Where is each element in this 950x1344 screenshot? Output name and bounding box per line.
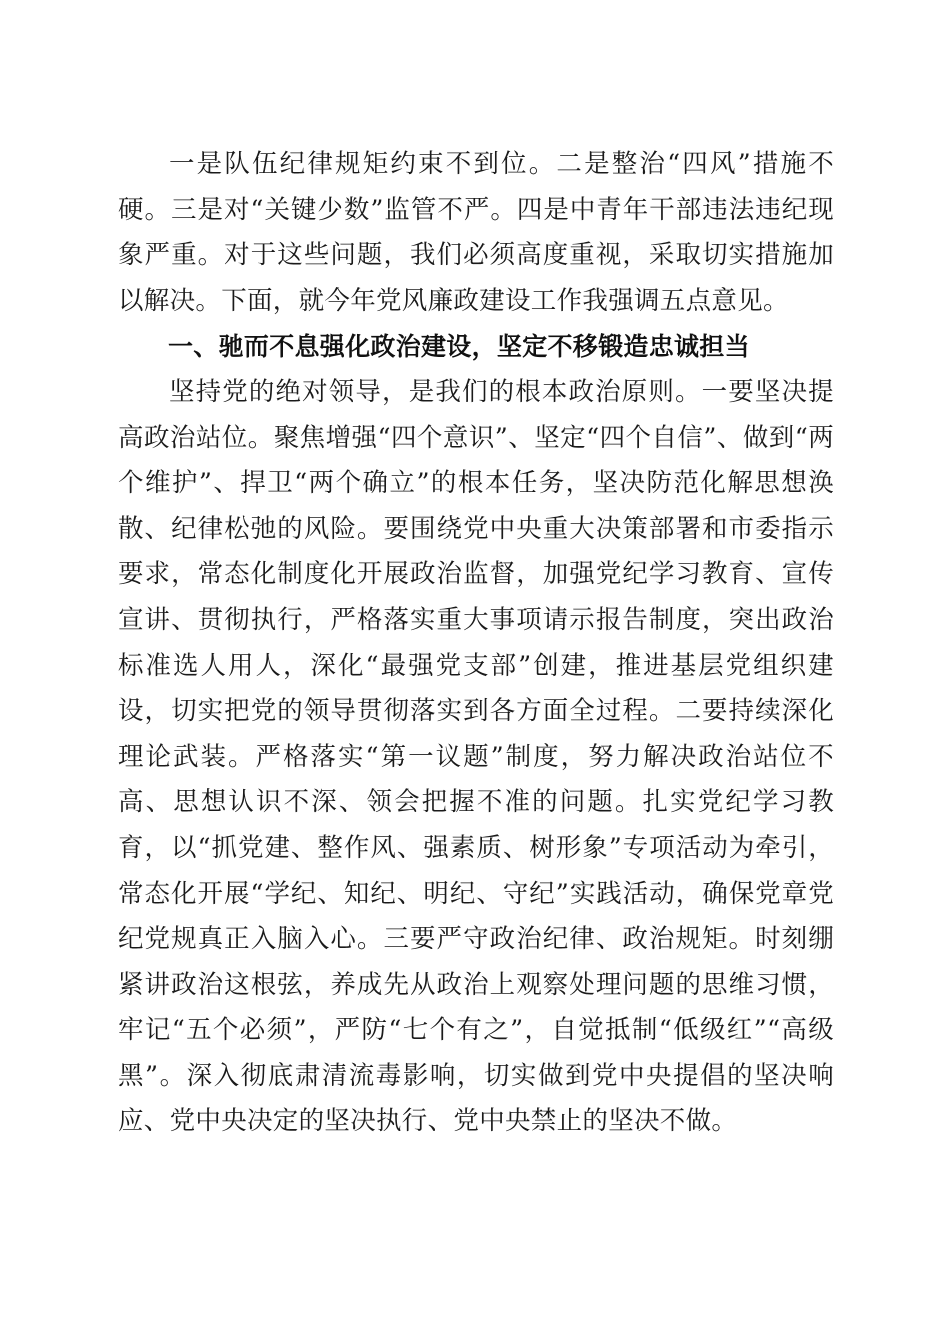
document-body <box>118 142 834 1145</box>
paragraph-political-building: 坚持党的绝对领导，是我们的根本政治原则。一要坚决提高政治站位。聚焦增强“四个意识”、坚定“四个自信”、做到“两个维护”、捍卫“两个确立”的根本任务，坚决防范化解思想涣散、纪律松弛的风险。要围绕党中央重大决策部署和市委指示要求，常态化制度化开展政治监督，加强党纪学习教育、宣传宣讲、贯彻执行，严格落实重大事项请示报告制度，突出政治标准选人用人，深化“最强党支部”创建，推进基层党组织建设，切实把党的领导贯彻落实到各方面全过程。二要持续深化理论武装。严格落实“第一议题”制度，努力解决政治站位不高、思想认识不深、领会把握不准的问题。扎实党纪学习教育，以“抓党建、整作风、强素质、树形象”专项活动为牵引，常态化开展“学纪、知纪、明纪、守纪”实践活动，确保党章党纪党规真正入脑入心。三要严守政治纪律、政治规矩。时刻绷紧讲政治这根弦，养成先从政治上观察处理问题的思维习惯，牢记“五个必须”，严防“七个有之”，自觉抵制“低级红”“高级黑”。深入彻底肃清流毒影响，切实做到党中央提倡的坚决响应、党中央决定的坚决执行、党中央禁止的坚决不做。 <box>118 376 834 1137</box>
paragraph-intro-issues: 一是队伍纪律规矩约束不到位。二是整治“四风”措施不硬。三是对“关键少数”监管不严。四是中青年干部违法违纪现象严重。对于这些问题，我们必须高度重视，采取切实措施加以解决。下面，就今年党风廉政建设工作我强调五点意见。 <box>118 149 834 316</box>
section-heading-1: 一、驰而不息强化政治建设，坚定不移锻造忠诚担当 <box>168 332 750 362</box>
